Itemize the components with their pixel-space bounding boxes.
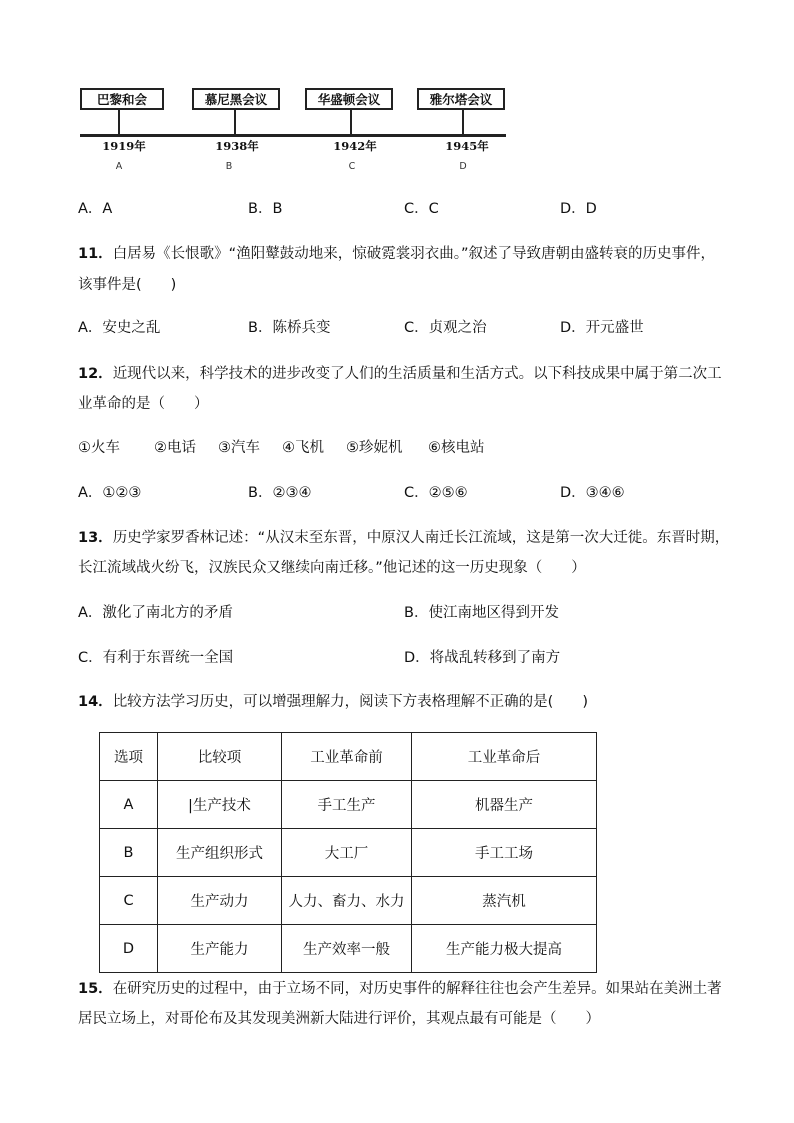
table-cell: 蒸汽机 <box>412 877 597 925</box>
comparison-table <box>99 732 597 973</box>
table-cell: D <box>100 925 158 973</box>
table-header-cell: 选项 <box>100 733 158 781</box>
table-row <box>100 877 597 925</box>
option-b: B．②③④ <box>248 485 312 501</box>
table-cell: 生产能力 <box>158 925 282 973</box>
question-15-line2: 居民立场上，对哥伦布及其发现美洲新大陆进行评价，其观点最有可能是（ ） <box>78 1011 600 1027</box>
question-text: 比较方法学习历史，可以增强理解力，阅读下方表格理解不正确的是( ) <box>112 694 588 710</box>
option-a: A．安史之乱 <box>78 320 161 336</box>
option-c: C．有利于东晋统一全国 <box>78 650 234 666</box>
timeline-event-label: 华盛顿会议 <box>317 92 381 107</box>
option-b: B．陈桥兵变 <box>248 320 331 336</box>
question-number: 13． <box>78 530 113 546</box>
table-header-cell: 工业革命后 <box>412 733 597 781</box>
question-12-line1 <box>78 364 722 384</box>
timeline-event-label: 巴黎和会 <box>96 92 147 107</box>
table-header-cell: 比较项 <box>158 733 282 781</box>
option-a: A．①②③ <box>78 485 142 501</box>
table-cell: 生产效率一般 <box>282 925 412 973</box>
table-cell: A <box>100 781 158 829</box>
option-d: D．D <box>560 201 597 217</box>
table-cell: 手工工场 <box>412 829 597 877</box>
option-d: D．③④⑥ <box>560 485 625 501</box>
option-a: A．激化了南北方的矛盾 <box>78 605 233 621</box>
option-b: B．使江南地区得到开发 <box>404 605 559 621</box>
timeline-year: 1945年 <box>445 139 489 153</box>
timeline-year: 1938年 <box>215 139 259 153</box>
timeline-letter: C <box>348 161 356 172</box>
option-c: C．贞观之治 <box>404 320 487 336</box>
table-row <box>100 829 597 877</box>
item: ③汽车 <box>218 440 260 456</box>
question-number: 12． <box>78 366 113 382</box>
timeline-tick <box>350 110 352 135</box>
question-14-line1 <box>78 692 588 712</box>
timeline-tick <box>462 110 464 135</box>
table-cell: 人力、畜力、水力 <box>282 877 412 925</box>
item-list <box>78 438 485 458</box>
table-cell: B <box>100 829 158 877</box>
option-d: D．将战乱转移到了南方 <box>404 650 561 666</box>
table-cell: |生产技术 <box>158 781 282 829</box>
timeline-letter: B <box>225 161 233 172</box>
option-c: C．C <box>404 201 439 217</box>
timeline-tick <box>118 110 120 135</box>
question-15-line1 <box>78 979 722 999</box>
item: ⑥核电站 <box>428 440 485 456</box>
question-13-line2: 长江流域战火纷飞，汉族民众又继续向南迁移。”他记述的这一历史现象（ ） <box>78 560 586 576</box>
question-13-line1 <box>78 528 729 548</box>
option-b: B．B <box>248 201 283 217</box>
timeline-event-box <box>417 88 505 110</box>
timeline-event-label: 慕尼黑会议 <box>204 92 268 107</box>
question-number: 15． <box>78 981 113 997</box>
question-text: 在研究历史的过程中，由于立场不同，对历史事件的解释往往也会产生差异。如果站在美洲土著 <box>112 981 722 997</box>
question-11-line2: 该事件是( ) <box>78 277 177 293</box>
question-number: 14． <box>78 694 113 710</box>
option-c: C．②⑤⑥ <box>404 485 468 501</box>
table-header-cell: 工业革命前 <box>282 733 412 781</box>
question-11-line1 <box>78 244 715 264</box>
table-cell: 生产能力极大提高 <box>412 925 597 973</box>
table-row <box>100 925 597 973</box>
timeline-year: 1919年 <box>102 139 146 153</box>
timeline-letter: A <box>115 161 123 172</box>
table-cell: 机器生产 <box>412 781 597 829</box>
timeline-event-label: 雅尔塔会议 <box>429 92 493 107</box>
question-text: 白居易《长恨歌》“渔阳鼙鼓动地来，惊破霓裳羽衣曲。”叙述了导致唐朝由盛转衰的历史事件， <box>112 246 715 262</box>
table-cell: 生产动力 <box>158 877 282 925</box>
timeline-event-box <box>305 88 393 110</box>
table-cell: 大工厂 <box>282 829 412 877</box>
timeline-axis <box>80 134 506 137</box>
timeline-event-box <box>192 88 280 110</box>
table-cell: 生产组织形式 <box>158 829 282 877</box>
item: ②电话 <box>154 440 196 456</box>
item: ④飞机 <box>282 440 324 456</box>
option-a: A．A <box>78 201 113 217</box>
table-cell: 手工生产 <box>282 781 412 829</box>
item: ①火车 <box>78 440 120 456</box>
timeline-event-box <box>80 88 164 110</box>
question-12-line2: 业革命的是（ ） <box>78 396 209 412</box>
table-header-row <box>100 733 597 781</box>
question-number: 11． <box>78 246 113 262</box>
question-text: 历史学家罗香林记述：“从汉末至东晋，中原汉人南迁长江流域，这是第一次大迁徙。东晋时期， <box>112 530 730 546</box>
item: ⑤珍妮机 <box>346 440 403 456</box>
timeline-tick <box>234 110 236 135</box>
table-cell: C <box>100 877 158 925</box>
table-row <box>100 781 597 829</box>
timeline-year: 1942年 <box>333 139 377 153</box>
timeline-letter: D <box>459 161 467 172</box>
option-d: D．开元盛世 <box>560 320 644 336</box>
question-text: 近现代以来，科学技术的进步改变了人们的生活质量和生活方式。以下科技成果中属于第二次工 <box>112 366 722 382</box>
